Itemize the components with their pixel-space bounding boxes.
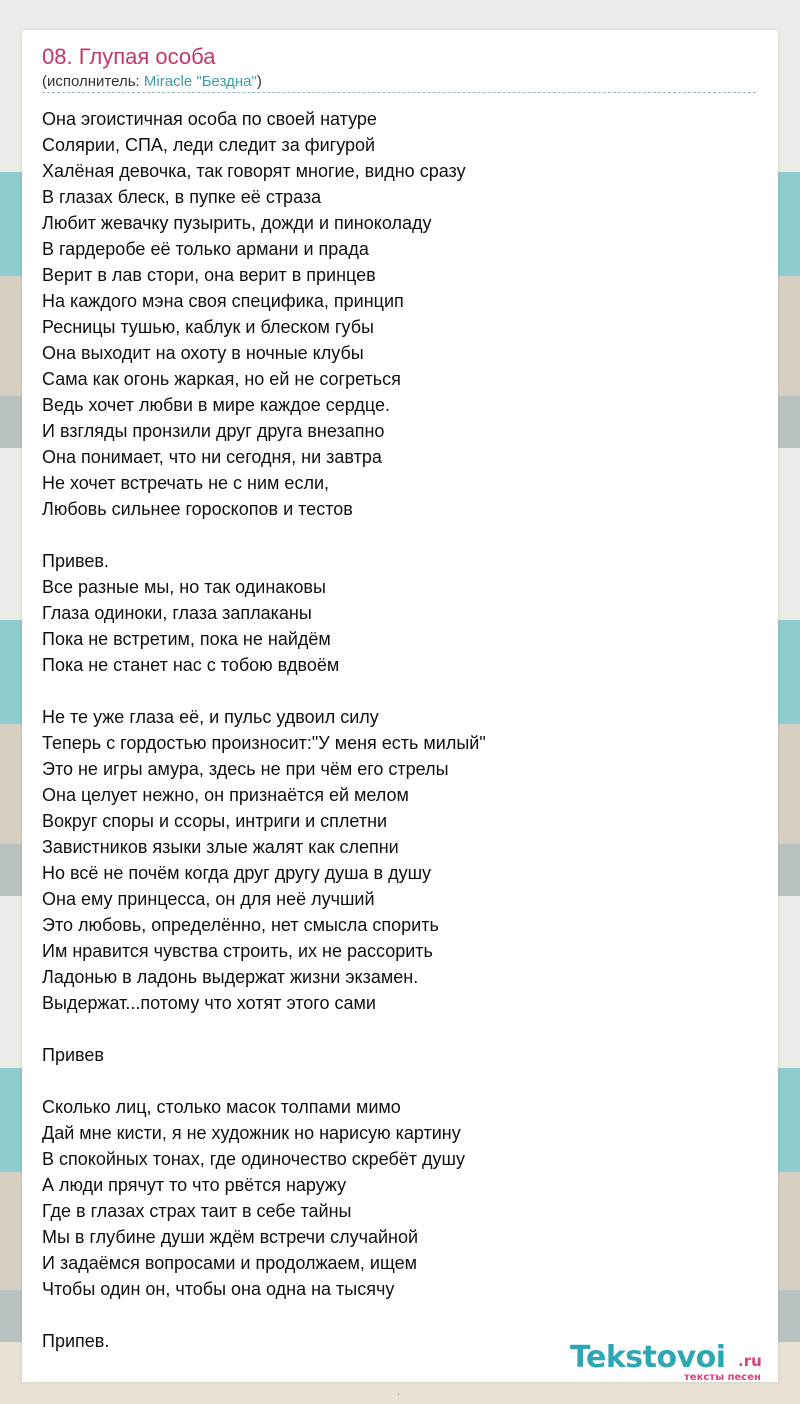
lyrics-line: Верит в лав стори, она верит в принцев <box>42 265 376 285</box>
logo-name: Tekstovoi <box>570 1340 726 1375</box>
lyrics-line: Пока не встретим, пока не найдём <box>42 629 331 649</box>
lyrics-line: Вокруг споры и ссоры, интриги и сплетни <box>42 811 388 831</box>
performer-line <box>42 73 262 90</box>
lyrics-line: И задаёмся вопросами и продолжаем, ищем <box>42 1253 417 1273</box>
lyrics-line: Это не игры амура, здесь не при чём его стрелы <box>42 759 449 779</box>
lyrics-line: Любовь сильнее гороскопов и тестов <box>42 499 353 519</box>
lyrics-line: Привев. <box>42 551 109 571</box>
lyrics-line: Она целует нежно, он признаётся ей мелом <box>42 785 409 805</box>
site-logo[interactable] <box>570 1340 770 1386</box>
lyrics-line: В глазах блеск, в пупке её страза <box>42 187 322 207</box>
logo-tagline: тексты песен <box>684 1372 761 1383</box>
lyrics-line: Сколько лиц, столько масок толпами мимо <box>42 1097 401 1117</box>
lyrics-line: Мы в глубине души ждём встречи случайной <box>42 1227 419 1247</box>
lyrics-line: Халёная девочка, так говорят многие, видно сразу <box>42 161 466 181</box>
lyrics-line: Выдержат...потому что хотят этого сами <box>42 993 376 1013</box>
lyrics-line: Пока не станет нас с тобою вдвоём <box>42 655 340 675</box>
lyrics-blank-line <box>42 1302 762 1328</box>
lyrics-line: В спокойных тонах, где одиночество скребёт душу <box>42 1149 465 1169</box>
lyrics-line: Теперь с гордостью произносит:"У меня есть милый" <box>42 733 486 753</box>
lyrics-line: Не хочет встречать не с ним если, <box>42 473 329 493</box>
title-divider <box>42 92 756 93</box>
lyrics-line: Она выходит на охоту в ночные клубы <box>42 343 364 363</box>
lyrics-line: И взгляды пронзили друг друга внезапно <box>42 421 385 441</box>
lyrics-blank-line <box>42 1068 762 1094</box>
lyrics-line: Дай мне кисти, я не художник но нарисую картину <box>42 1123 461 1143</box>
lyrics-line: Все разные мы, но так одинаковы <box>42 577 326 597</box>
lyrics-line: Ладонью в ладонь выдержат жизни экзамен. <box>42 967 419 987</box>
lyrics-line: Это любовь, определённо, нет смысла спорить <box>42 915 439 935</box>
lyrics-line: Ресницы тушью, каблук и блеском губы <box>42 317 374 337</box>
lyrics-line: В гардеробе её только армани и прада <box>42 239 369 259</box>
lyrics-line: Глаза одиноки, глаза заплаканы <box>42 603 312 623</box>
lyrics-line: Привев <box>42 1045 104 1065</box>
lyrics-line: На каждого мэна своя специфика, принцип <box>42 291 404 311</box>
lyrics-line: Она эгоистичная особа по своей натуре <box>42 109 377 129</box>
lyrics-line: Где в глазах страх таит в себе тайны <box>42 1201 352 1221</box>
lyrics-blank-line <box>42 678 762 704</box>
lyrics-line: Она ему принцесса, он для неё лучший <box>42 889 375 909</box>
performer-suffix: ) <box>256 73 262 90</box>
footer-dot: . <box>397 1384 401 1398</box>
lyrics-line: Солярии, СПА, леди следит за фигурой <box>42 135 376 155</box>
lyrics-line: Она понимает, что ни сегодня, ни завтра <box>42 447 382 467</box>
lyrics-blank-line <box>42 522 762 548</box>
lyrics-line: Не те уже глаза её, и пульс удвоил силу <box>42 707 379 727</box>
lyrics-line: Им нравится чувства строить, их не рассорить <box>42 941 433 961</box>
song-title: 08. Глупая особа <box>42 44 216 69</box>
lyrics-line: Чтобы один он, чтобы она одна на тысячу <box>42 1279 395 1299</box>
lyrics-line: Сама как огонь жаркая, но ей не согреться <box>42 369 401 389</box>
lyrics-line: Ведь хочет любви в мире каждое сердце. <box>42 395 390 415</box>
lyrics-line: Завистников языки злые жалят как слепни <box>42 837 399 857</box>
lyrics-line: Любит жевачку пузырить, дожди и пиноколаду <box>42 213 432 233</box>
performer-prefix: (исполнитель: <box>42 73 144 90</box>
lyrics-text <box>42 106 762 1354</box>
logo-tld: .ru <box>738 1352 762 1370</box>
lyrics-card <box>22 30 778 1382</box>
lyrics-line: Но всё не почём когда друг другу душа в душу <box>42 863 432 883</box>
lyrics-line: А люди прячут то что рвётся наружу <box>42 1175 347 1195</box>
lyrics-blank-line <box>42 1016 762 1042</box>
lyrics-line: Припев. <box>42 1331 110 1351</box>
artist-link[interactable]: Miracle "Бездна" <box>143 73 257 90</box>
